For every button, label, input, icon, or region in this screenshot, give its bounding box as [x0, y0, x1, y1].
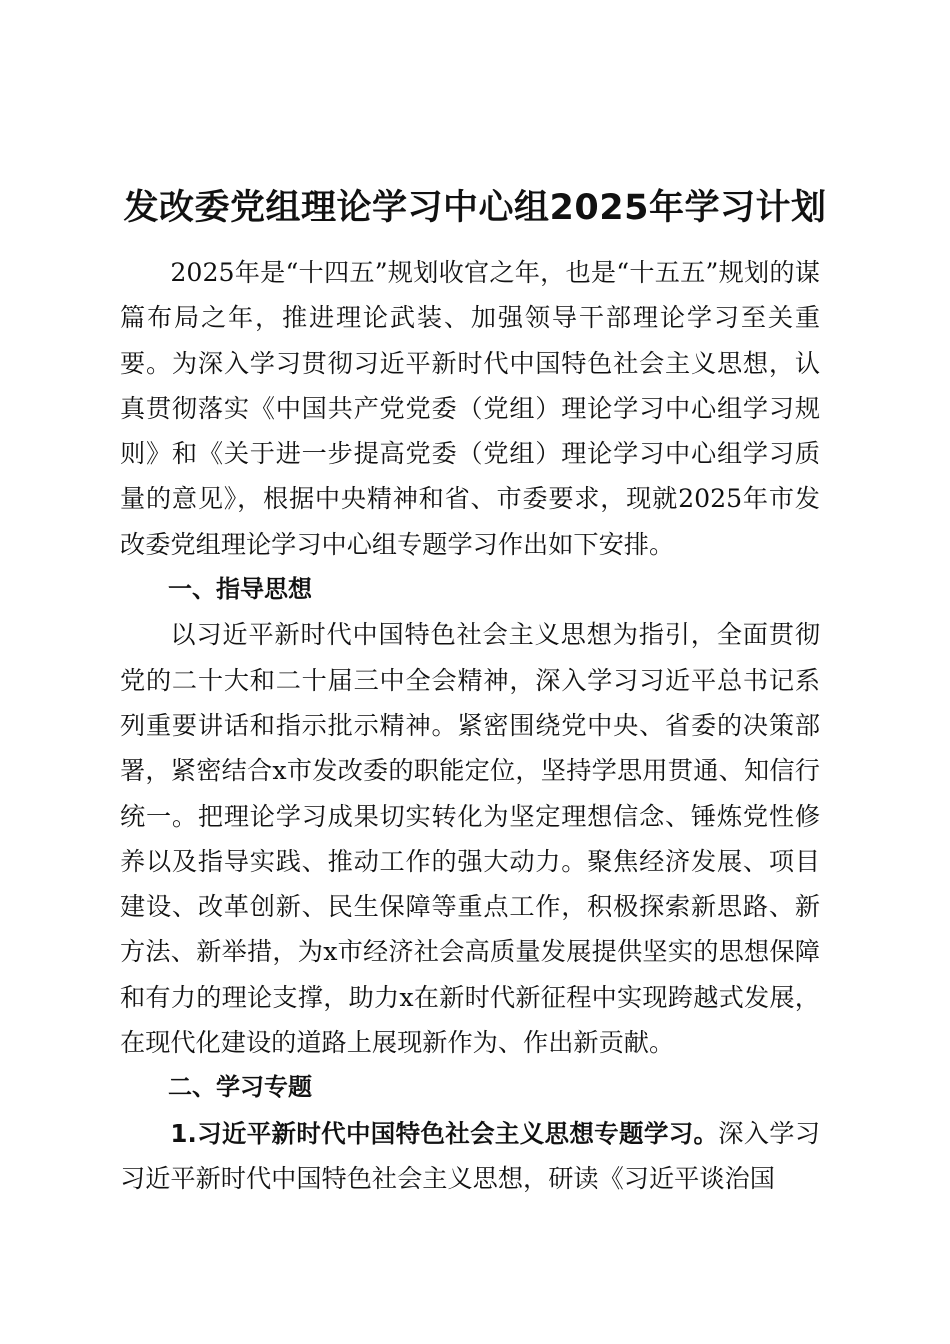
- document-body: [120, 250, 820, 1201]
- study-topic-item-1: [120, 1111, 820, 1202]
- section-heading-study-topics: 二、学习专题: [168, 1073, 312, 1102]
- guiding-ideology-paragraph: 以习近平新时代中国特色社会主义思想为指引，全面贯彻党的二十大和二十届三中全会精神，深入学习习近平总书记系列重要讲话和指示批示精神。紧密围绕党中央、省委的决策部署，紧密结合x市发改委的职能定位，坚持学思用贯通、知信行统一。把理论学习成果切实转化为坚定理想信念、锤炼党性修养以及指导实践、推动工作的强大动力。聚焦经济发展、项目建设、改革创新、民生保障等重点工作，积极探索新思路、新方法、新举措，为x市经济社会高质量发展提供坚实的思想保障和有力的理论支撑，助力x在新时代新征程中实现跨越式发展，在现代化建设的道路上展现新作为、作出新贡献。: [120, 620, 820, 1058]
- intro-paragraph: 2025年是“十四五”规划收官之年，也是“十五五”规划的谋篇布局之年，推进理论武装、加强领导干部理论学习至关重要。为深入学习贯彻习近平新时代中国特色社会主义思想，认真贯彻落实《中国共产党党委（党组）理论学习中心组学习规则》和《关于进一步提高党委（党组）理论学习中心组学习质量的意见》，根据中央精神和省、市委要求，现就2025年市发改委党组理论学习中心组专题学习作出如下安排。: [120, 258, 820, 559]
- document-title: 发改委党组理论学习中心组2025年学习计划: [123, 188, 827, 228]
- study-topic-item-1-lead: 1.习近平新时代中国特色社会主义思想专题学习。: [170, 1118, 719, 1148]
- study-topic-item-1-text: 深入学习习近平新时代中国特色社会主义思想，研读《习近平谈治国: [120, 1118, 821, 1193]
- section-heading-guiding-ideology: 一、指导思想: [168, 575, 312, 604]
